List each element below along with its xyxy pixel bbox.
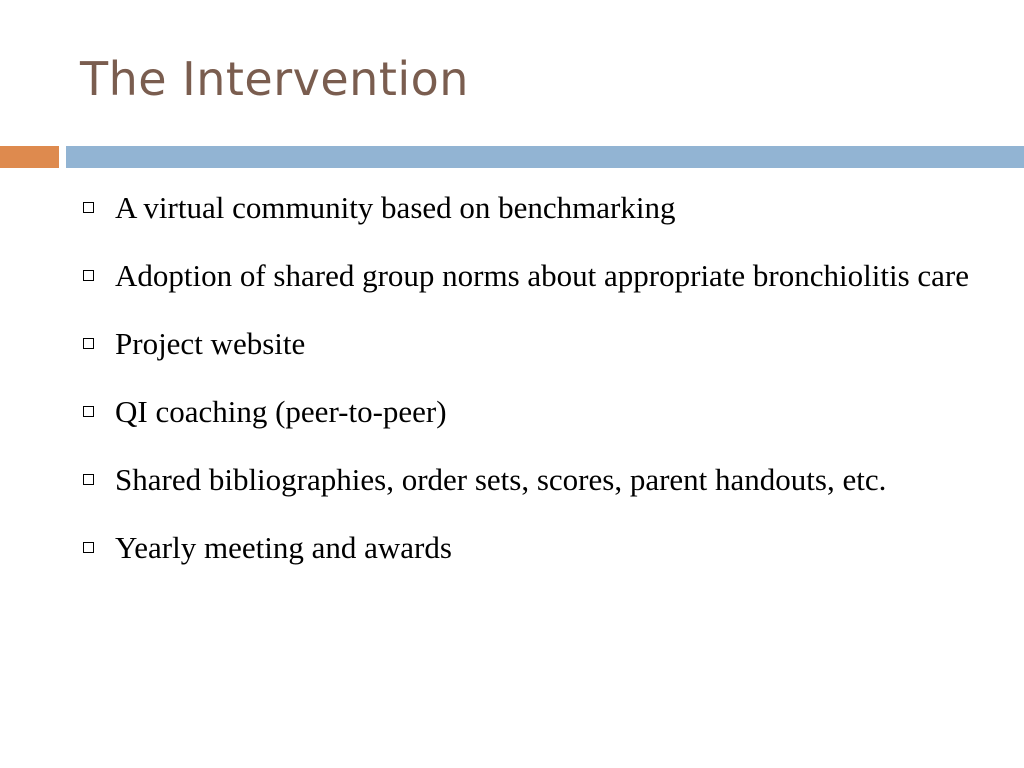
- bullet-item: [80, 530, 980, 566]
- accent-bar: [0, 146, 59, 168]
- hollow-square-icon: [83, 542, 94, 553]
- bullet-text: QI coaching (peer-to-peer): [115, 394, 447, 429]
- title-divider-bar: [66, 146, 1024, 168]
- bullet-text: Adoption of shared group norms about appropriate bronchiolitis care: [115, 258, 969, 293]
- hollow-square-icon: [83, 270, 94, 281]
- bullet-item: [80, 190, 980, 226]
- hollow-square-icon: [83, 338, 94, 349]
- bullet-text: A virtual community based on benchmarking: [115, 190, 676, 225]
- hollow-square-icon: [83, 202, 94, 213]
- bullet-text: Yearly meeting and awards: [115, 530, 452, 565]
- bullet-item: [80, 258, 980, 294]
- bullet-text: Shared bibliographies, order sets, scores, parent handouts, etc.: [115, 462, 887, 497]
- bullet-item: [80, 326, 980, 362]
- hollow-square-icon: [83, 406, 94, 417]
- slide-title: The Intervention: [80, 52, 469, 106]
- hollow-square-icon: [83, 474, 94, 485]
- bullet-list: [80, 190, 980, 598]
- bullet-text: Project website: [115, 326, 306, 361]
- bullet-item: [80, 462, 980, 498]
- bullet-item: [80, 394, 980, 430]
